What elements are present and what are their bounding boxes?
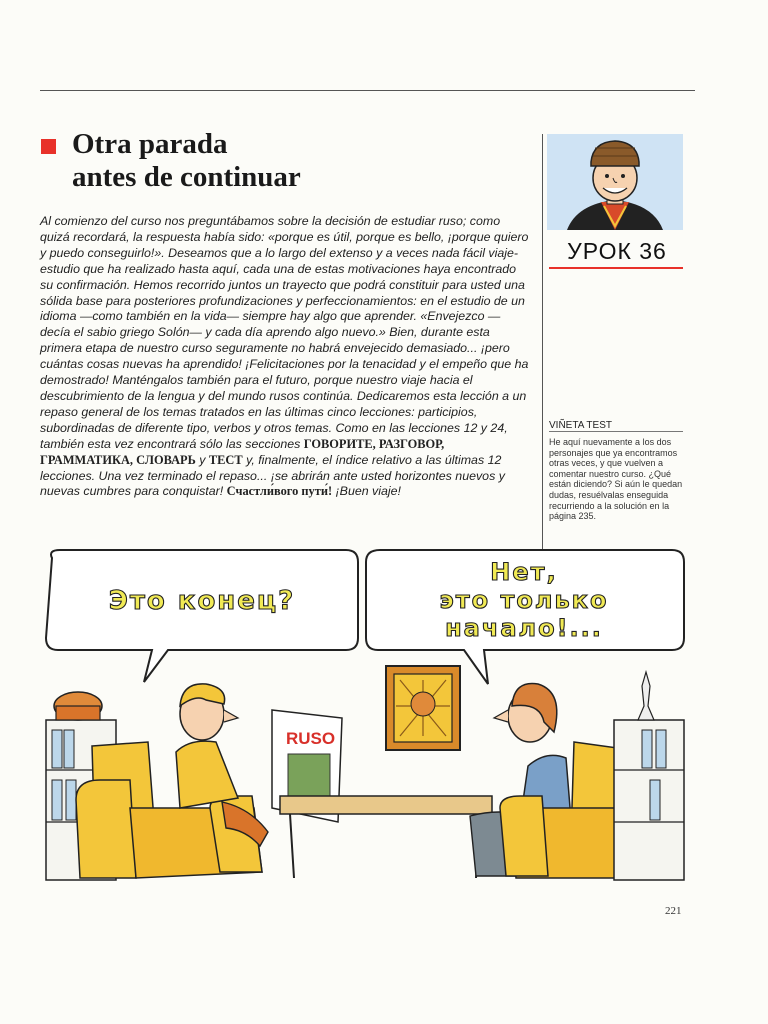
sidebar-divider — [542, 134, 543, 550]
title-bullet — [41, 139, 56, 154]
lesson-underline — [549, 267, 683, 269]
bubble-right-line-2: это только — [439, 586, 609, 614]
title-line-2: antes de continuar — [72, 161, 301, 193]
title-line-1: Otra parada — [72, 128, 228, 160]
bubble-left-text: Это конец? — [108, 586, 296, 616]
speech-bubble-left — [46, 550, 358, 682]
sections-list: ГОВОРИТЕ, РАЗГОВОР, ГРАММАТИКА, СЛОВАРЬ — [40, 436, 445, 467]
lesson-number: УРОК 36 — [567, 238, 667, 264]
sidebar-heading: VIÑETA TEST — [549, 420, 612, 431]
sidebar-text: He aquí nuevamente a los dos personajes que ya encontramos otras veces, y que vuelven a comentar nuestro curso. ¿Qué están diciendo? Si aún le quedan dudas, resuélvalas enseguida recurriendo a la solución en la página 235. — [549, 437, 683, 522]
sidebar-rule — [549, 431, 683, 432]
greeting-spanish: ¡Buen viaje! — [332, 484, 401, 499]
cartoon-illustration — [40, 546, 688, 890]
body-paragraph — [40, 214, 530, 500]
coffee-table — [280, 796, 492, 814]
body-text-2: y, finalmente, el índice relativo a las últimas 12 lecciones. Una vez terminado el repaso... ¡se abrirán ante usted horizontes nuevos y nuevas cumbres para conquistar! — [40, 452, 505, 499]
figurine — [638, 672, 654, 720]
character-illustration — [547, 134, 683, 230]
body-text-1: Al comienzo del curso nos preguntábamos sobre la decisión de estudiar ruso; como quizá recordará, la respuesta había sido: «porque es útil, porque es bello, ¡porque quiero y puedo conseguirlo!». Deseamos que a lo largo del extenso y a veces nada fácil viaje-estudio que ha realizado hasta aquí, cada una de estas motivaciones haya encontrado su confirmación. Hemos recorrido juntos un trayecto que podrá constituir para usted una sólida base para posteriores profundizaciones y perfeccionamientos: en el estudio de un idioma —como también en la vida— siempre hay algo que aprender. «Envejezco —decía el sabio griego Solón— y cada día aprendo algo nuevo.» Bien, durante esta primera etapa de nuestro curso seguramente no habrá envejecido demasiado... ¡pero cuántas cosas nuevas ha aprendido! ¡Felicitaciones por la tenacidad y el empeño que ha demostrado! Manténgalos también para el futuro, porque nuestro viaje hacia el descubrimiento de la lengua y del mundo rusos continúa. Dedicaremos esta lección a un repaso general de los temas tratados en las últimas cinco lecciones: participios, subordinadas de diferente tipo, verbos y otros temas. Como en las lecciones 12 y 24, también esta vez encontrará sólo las secciones — [40, 214, 529, 451]
bubble-right-line-3: начало!... — [445, 614, 603, 642]
top-rule — [40, 90, 695, 91]
cartoon-scene — [40, 546, 688, 890]
man — [176, 741, 238, 808]
magazine-title: RUSO — [286, 729, 336, 748]
greeting-russian: Счастли́вого пути́! — [226, 484, 333, 499]
body-y: y — [195, 452, 209, 467]
page-title — [72, 128, 372, 194]
page-number: 221 — [665, 905, 682, 917]
character-portrait — [547, 134, 683, 230]
bubble-right-line-1: Нет, — [490, 558, 558, 586]
section-test: ТЕСТ — [208, 452, 243, 467]
